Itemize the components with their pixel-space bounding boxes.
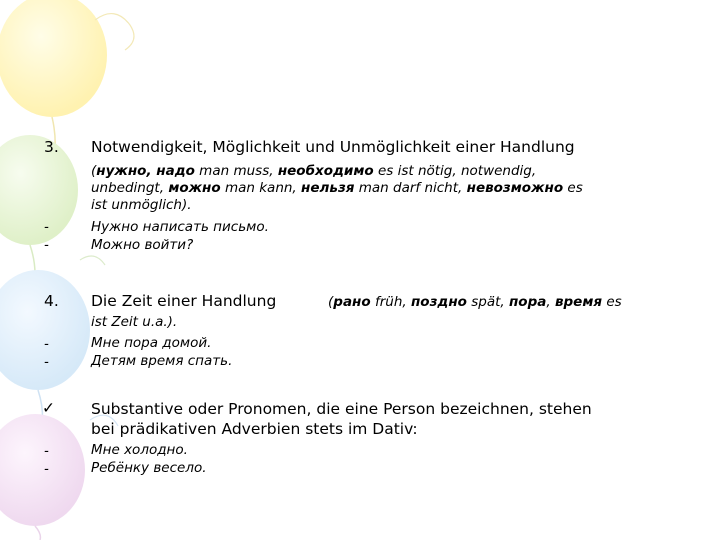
example-text: Мне пора домой.	[91, 335, 212, 351]
example-dash: -	[44, 237, 49, 253]
example-text: Ребёнку весело.	[91, 460, 207, 476]
example-text: Мне холодно.	[91, 442, 188, 458]
example-dash: -	[44, 354, 49, 370]
example-dash: -	[44, 219, 49, 235]
note-continuation: ist Zeit u.a.).	[91, 314, 178, 330]
example-dash: -	[44, 443, 49, 459]
example-text: Детям время спать.	[91, 353, 233, 369]
item-heading: Die Zeit einer Handlung	[91, 292, 277, 310]
item-marker: 4.	[44, 292, 59, 310]
note-line-1: (нужно, надо man muss, необходимо es ist nötig, notwendig,	[91, 163, 537, 179]
example-dash: -	[44, 461, 49, 477]
note-line-2: unbedingt, можно man kann, нельзя man darf nicht, невозможно es	[91, 180, 583, 196]
example-dash: -	[44, 336, 49, 352]
example-text: Можно войти?	[91, 237, 194, 253]
example-text: Нужно написать письмо.	[91, 219, 269, 235]
note-line-3: ist unmöglich).	[91, 197, 192, 213]
item-marker: 3.	[44, 138, 59, 156]
item-heading-line: Substantive oder Pronomen, die eine Person bezeichnen, stehen	[91, 400, 592, 418]
item-heading: Notwendigkeit, Möglichkeit und Unmöglichkeit einer Handlung	[91, 138, 575, 156]
note-inline: (рано früh, поздно spät, пора, время es	[328, 294, 622, 310]
item-heading-line: bei prädikativen Adverbien stets im Dativ:	[91, 420, 418, 438]
check-icon: ✓	[42, 399, 55, 417]
